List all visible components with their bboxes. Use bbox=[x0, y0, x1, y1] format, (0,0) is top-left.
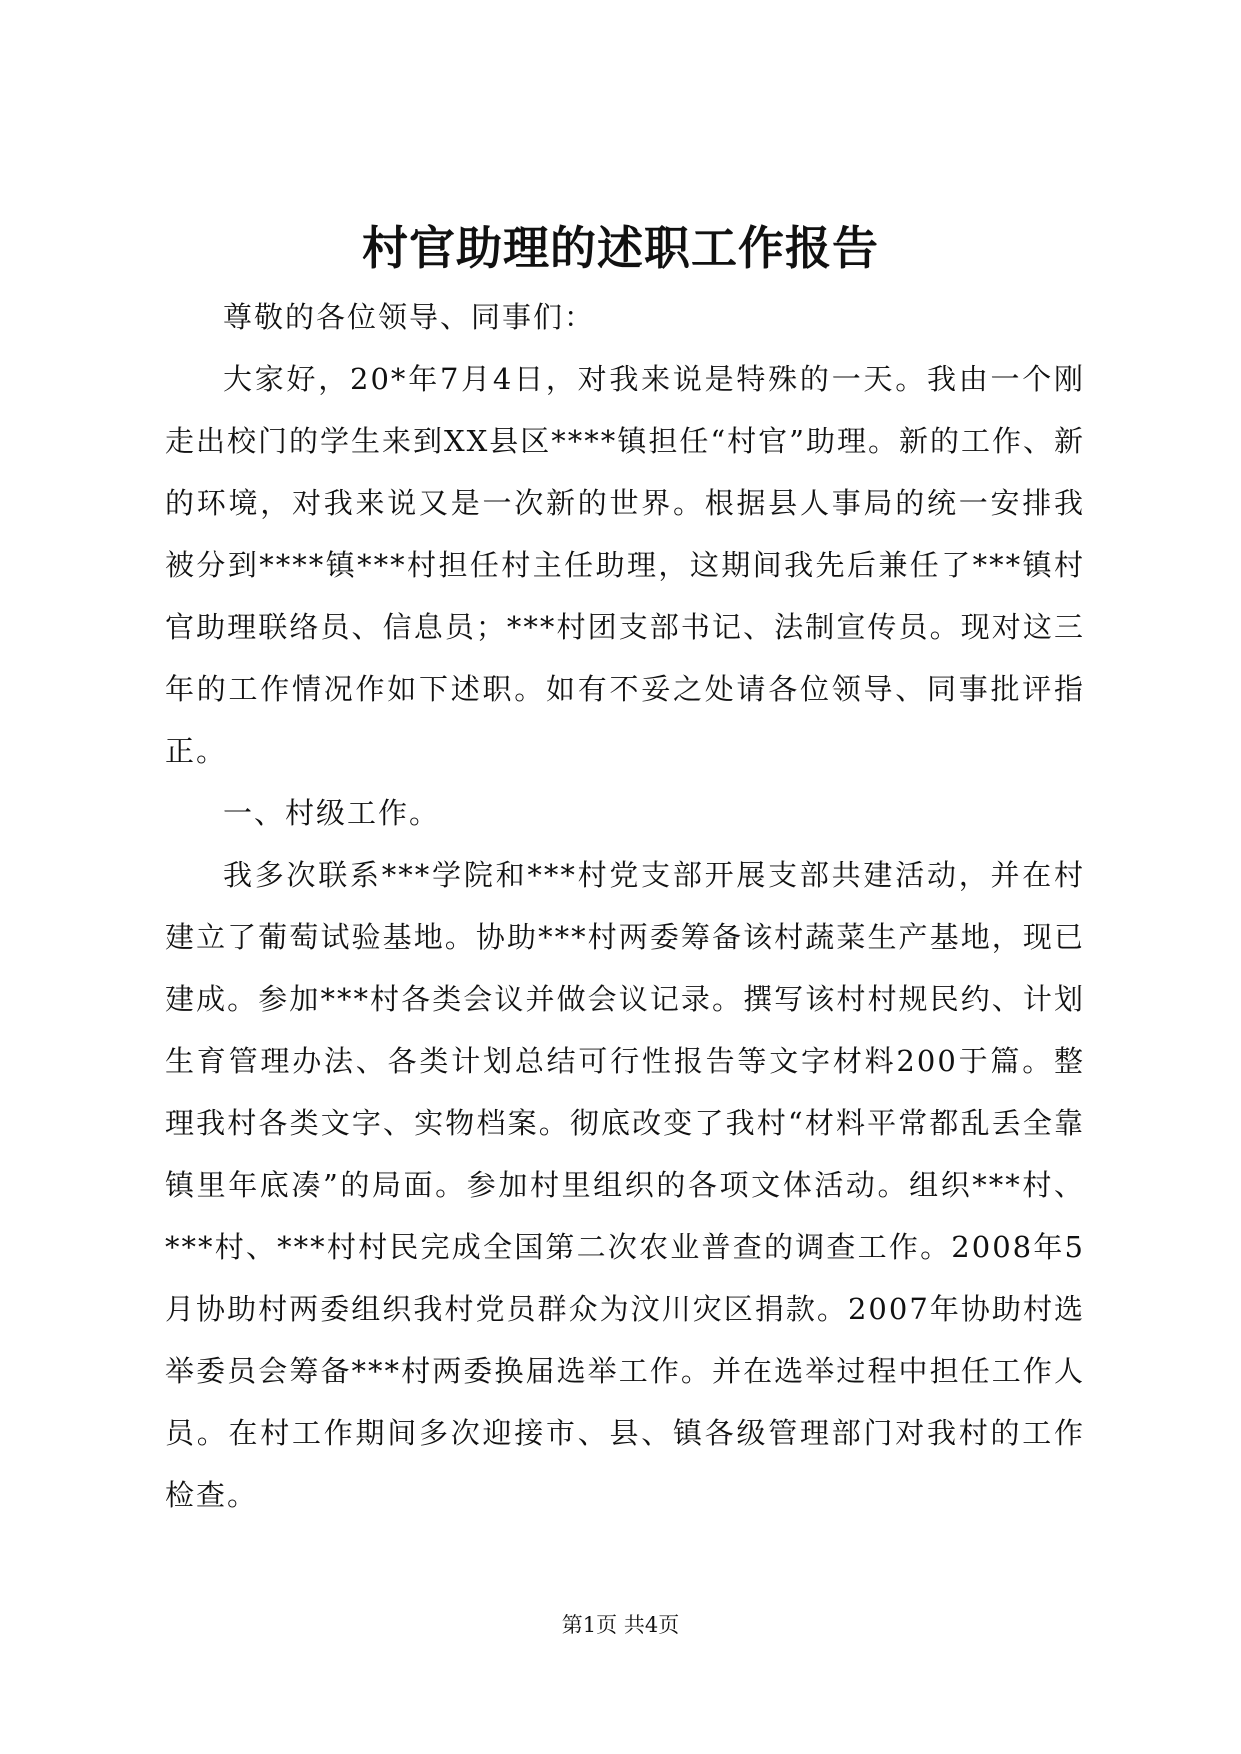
intro-paragraph: 大家好，20*年7月4日，对我来说是特殊的一天。我由一个刚走出校门的学生来到XX县区****镇担任“村官”助理。新的工作、新的环境，对我来说又是一次新的世界。根据县人事局的统一安排我被分到****镇***村担任村主任助理，这期间我先后兼任了***镇村官助理联络员、信息员；***村团支部书记、法制宣传员。现对这三年的工作情况作如下述职。如有不妥之处请各位领导、同事批评指正。 bbox=[165, 362, 1085, 768]
section-heading: 一、村级工作。 bbox=[223, 796, 441, 830]
page-footer: 第1页 共4页 bbox=[561, 1613, 680, 1637]
village-work-paragraph: 我多次联系***学院和***村党支部开展支部共建活动，并在村建立了葡萄试验基地。协助***村两委筹备该村蔬菜生产基地，现已建成。参加***村各类会议并做会议记录。撰写该村村规民约、计划生育管理办法、各类计划总结可行性报告等文字材料200于篇。整理我村各类文字、实物档案。彻底改变了我村“材料平常都乱丢全靠镇里年底凑”的局面。参加村里组织的各项文体活动。组织***村、***村、***村村民完成全国第二次农业普查的调查工作。2008年5月协助村两委组织我村党员群众为汶川灾区捐款。2007年协助村选举委员会筹备***村两委换届选举工作。并在选举过程中担任工作人员。在村工作期间多次迎接市、县、镇各级管理部门对我村的工作检查。 bbox=[165, 858, 1085, 1512]
document-body bbox=[165, 286, 1085, 1526]
document-title: 村官助理的述职工作报告 bbox=[362, 221, 879, 275]
salutation-paragraph: 尊敬的各位领导、同事们： bbox=[223, 300, 596, 334]
